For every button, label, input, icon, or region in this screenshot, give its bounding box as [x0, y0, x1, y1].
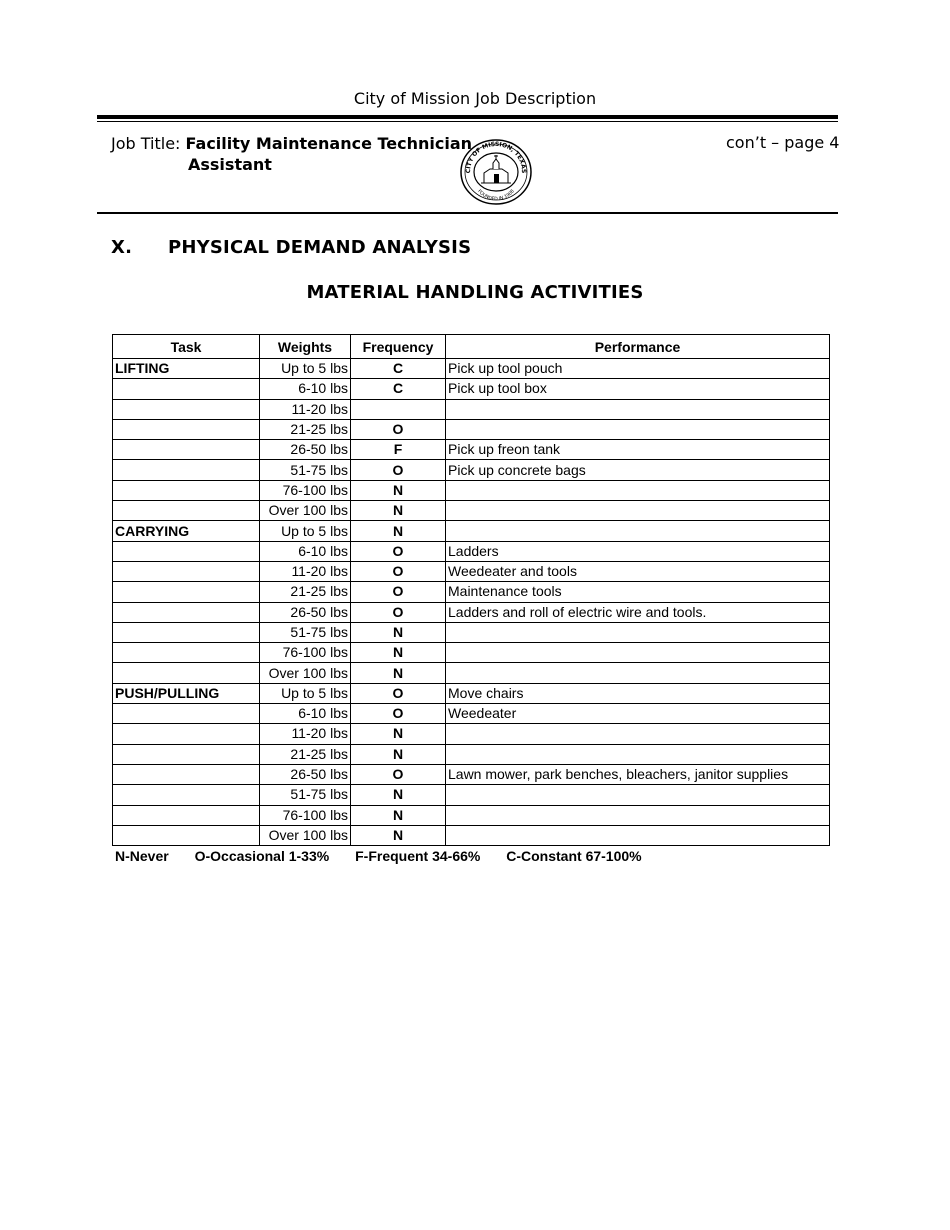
- performance-cell: Ladders: [446, 541, 830, 561]
- table-row: [113, 805, 830, 825]
- frequency-cell: N: [351, 663, 446, 683]
- weight-cell: 76-100 lbs: [260, 480, 351, 500]
- header-frequency: Frequency: [351, 335, 446, 359]
- frequency-cell: N: [351, 805, 446, 825]
- performance-cell: [446, 805, 830, 825]
- task-cell: [113, 399, 260, 419]
- weight-cell: 6-10 lbs: [260, 704, 351, 724]
- weight-cell: 26-50 lbs: [260, 764, 351, 784]
- performance-cell: [446, 399, 830, 419]
- performance-cell: [446, 419, 830, 439]
- frequency-cell: N: [351, 521, 446, 541]
- performance-cell: [446, 622, 830, 642]
- performance-cell: Pick up tool pouch: [446, 359, 830, 379]
- seal-top-text: CITY OF MISSION, TEXAS: [464, 140, 528, 174]
- table-row: [113, 359, 830, 379]
- legend-occasional: O-Occasional 1-33%: [194, 848, 330, 864]
- task-cell: [113, 561, 260, 581]
- frequency-cell: O: [351, 419, 446, 439]
- frequency-cell: O: [351, 704, 446, 724]
- frequency-cell: N: [351, 744, 446, 764]
- job-title-value-line2: Assistant: [188, 155, 272, 174]
- table-row: [113, 704, 830, 724]
- table-row: [113, 460, 830, 480]
- task-cell: [113, 440, 260, 460]
- frequency-cell: O: [351, 602, 446, 622]
- table-row: [113, 663, 830, 683]
- table-row: [113, 683, 830, 703]
- section-title: PHYSICAL DEMAND ANALYSIS: [168, 237, 472, 258]
- weight-cell: 26-50 lbs: [260, 440, 351, 460]
- weight-cell: 51-75 lbs: [260, 460, 351, 480]
- frequency-cell: C: [351, 379, 446, 399]
- table-row: [113, 541, 830, 561]
- seal-bottom-text: FOUNDED IN 1908: [476, 189, 516, 203]
- weight-cell: 6-10 lbs: [260, 541, 351, 561]
- task-cell: [113, 663, 260, 683]
- table-row: [113, 582, 830, 602]
- performance-cell: [446, 643, 830, 663]
- frequency-cell: O: [351, 764, 446, 784]
- frequency-cell: [351, 399, 446, 419]
- job-title-value: Facility Maintenance Technician: [185, 134, 473, 153]
- table-header-row: [113, 335, 830, 359]
- weight-cell: Over 100 lbs: [260, 501, 351, 521]
- task-cell: [113, 480, 260, 500]
- table-row: [113, 825, 830, 845]
- weight-cell: 76-100 lbs: [260, 643, 351, 663]
- task-cell: [113, 541, 260, 561]
- table-row: [113, 379, 830, 399]
- job-title-label: Job Title:: [111, 134, 181, 153]
- header-task: Task: [113, 335, 260, 359]
- performance-cell: Weedeater: [446, 704, 830, 724]
- frequency-cell: N: [351, 480, 446, 500]
- performance-cell: Lawn mower, park benches, bleachers, janitor supplies: [446, 764, 830, 784]
- header-weights: Weights: [260, 335, 351, 359]
- legend-never: N-Never: [115, 848, 169, 864]
- frequency-cell: N: [351, 622, 446, 642]
- table-row: [113, 480, 830, 500]
- weight-cell: 21-25 lbs: [260, 744, 351, 764]
- performance-cell: Move chairs: [446, 683, 830, 703]
- task-cell: [113, 419, 260, 439]
- weight-cell: Up to 5 lbs: [260, 683, 351, 703]
- task-cell: [113, 785, 260, 805]
- performance-cell: Ladders and roll of electric wire and tools.: [446, 602, 830, 622]
- task-cell: [113, 744, 260, 764]
- table-row: [113, 419, 830, 439]
- performance-cell: Pick up tool box: [446, 379, 830, 399]
- table-row: [113, 561, 830, 581]
- task-cell: [113, 805, 260, 825]
- table-row: [113, 744, 830, 764]
- performance-cell: [446, 744, 830, 764]
- weight-cell: Over 100 lbs: [260, 825, 351, 845]
- section-number: X.: [111, 237, 133, 258]
- task-cell: [113, 501, 260, 521]
- task-cell: [113, 622, 260, 642]
- table-row: [113, 399, 830, 419]
- header-top-rule: [97, 115, 838, 119]
- frequency-cell: C: [351, 359, 446, 379]
- frequency-cell: O: [351, 561, 446, 581]
- performance-cell: [446, 825, 830, 845]
- weight-cell: 51-75 lbs: [260, 622, 351, 642]
- material-handling-table: [112, 334, 830, 846]
- weight-cell: 11-20 lbs: [260, 724, 351, 744]
- frequency-cell: N: [351, 643, 446, 663]
- frequency-cell: N: [351, 825, 446, 845]
- performance-cell: [446, 724, 830, 744]
- weight-cell: 21-25 lbs: [260, 582, 351, 602]
- task-cell: LIFTING: [113, 359, 260, 379]
- performance-cell: Pick up freon tank: [446, 440, 830, 460]
- table-row: [113, 602, 830, 622]
- task-cell: PUSH/PULLING: [113, 683, 260, 703]
- job-title-block: [111, 133, 472, 175]
- table-row: [113, 521, 830, 541]
- frequency-cell: O: [351, 582, 446, 602]
- task-cell: [113, 460, 260, 480]
- weight-cell: Up to 5 lbs: [260, 359, 351, 379]
- task-cell: [113, 379, 260, 399]
- performance-cell: [446, 521, 830, 541]
- header-top-rule-thin: [97, 121, 838, 122]
- weight-cell: 11-20 lbs: [260, 399, 351, 419]
- task-cell: [113, 764, 260, 784]
- header-performance: Performance: [446, 335, 830, 359]
- frequency-cell: O: [351, 683, 446, 703]
- task-cell: [113, 643, 260, 663]
- frequency-cell: N: [351, 501, 446, 521]
- task-cell: [113, 602, 260, 622]
- performance-cell: [446, 501, 830, 521]
- table-row: [113, 622, 830, 642]
- task-cell: [113, 825, 260, 845]
- weight-cell: Up to 5 lbs: [260, 521, 351, 541]
- weight-cell: 11-20 lbs: [260, 561, 351, 581]
- legend-constant: C-Constant 67-100%: [506, 848, 642, 864]
- weight-cell: 26-50 lbs: [260, 602, 351, 622]
- performance-cell: [446, 785, 830, 805]
- frequency-cell: O: [351, 541, 446, 561]
- task-cell: [113, 724, 260, 744]
- performance-cell: Maintenance tools: [446, 582, 830, 602]
- frequency-cell: N: [351, 785, 446, 805]
- table-row: [113, 501, 830, 521]
- task-cell: [113, 704, 260, 724]
- frequency-cell: O: [351, 460, 446, 480]
- task-cell: CARRYING: [113, 521, 260, 541]
- task-cell: [113, 582, 260, 602]
- weight-cell: 6-10 lbs: [260, 379, 351, 399]
- table-row: [113, 643, 830, 663]
- document-title: City of Mission Job Description: [353, 89, 597, 108]
- performance-cell: [446, 663, 830, 683]
- table-row: [113, 764, 830, 784]
- section-subtitle: MATERIAL HANDLING ACTIVITIES: [306, 282, 644, 303]
- header-bottom-rule: [97, 212, 838, 214]
- frequency-cell: N: [351, 724, 446, 744]
- table-row: [113, 724, 830, 744]
- performance-cell: [446, 480, 830, 500]
- performance-cell: Weedeater and tools: [446, 561, 830, 581]
- legend-frequent: F-Frequent 34-66%: [355, 848, 481, 864]
- frequency-cell: F: [351, 440, 446, 460]
- weight-cell: 76-100 lbs: [260, 805, 351, 825]
- table-row: [113, 785, 830, 805]
- performance-cell: Pick up concrete bags: [446, 460, 830, 480]
- section-heading: [111, 237, 471, 258]
- page-reference: con’t – page 4: [726, 133, 840, 152]
- weight-cell: Over 100 lbs: [260, 663, 351, 683]
- frequency-legend: [115, 848, 664, 864]
- weight-cell: 51-75 lbs: [260, 785, 351, 805]
- weight-cell: 21-25 lbs: [260, 419, 351, 439]
- table-row: [113, 440, 830, 460]
- city-seal-logo: [457, 137, 535, 205]
